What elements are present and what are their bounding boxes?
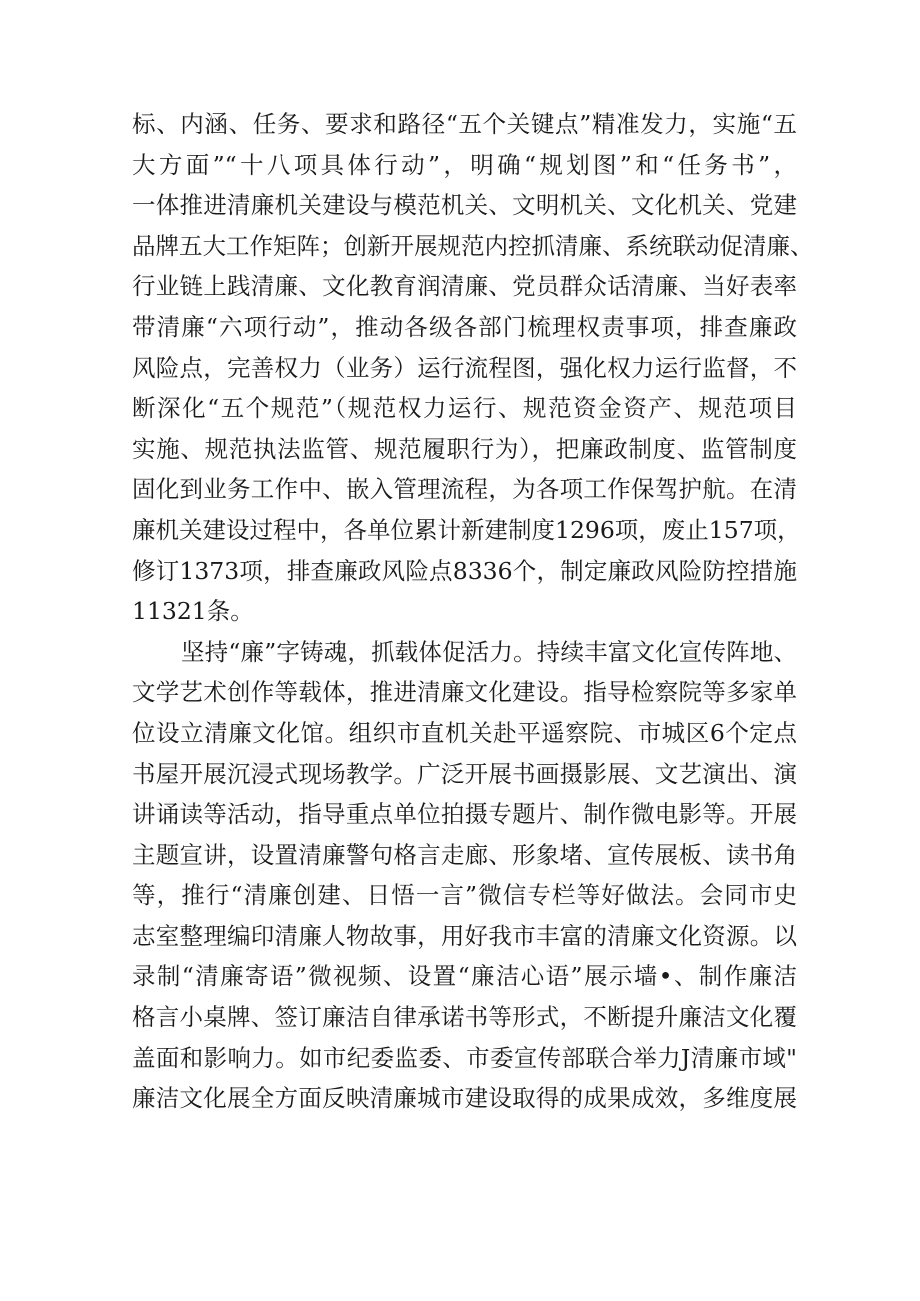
text-line: 11321条。 <box>132 597 254 626</box>
text-line: 廉机关建设过程中，各单位累计新建制度1296项，废止157项， <box>132 515 801 544</box>
text-line: 主题宣讲，设置清廉警句格言走廊、形象堵、宣传展板、读书角 <box>132 840 797 869</box>
text-line: 志室整理编印清廉人物故事，用好我市丰富的清廉文化资源。以 <box>132 921 797 950</box>
text-line: 带清廉“六项行动”，推动各级各部门梳理权责事项，排查廉政 <box>132 312 797 341</box>
text-line: 修订1373项，排查廉政风险点8336个，制定廉政风险防控措施 <box>132 556 797 585</box>
text-line: 品牌五大工作矩阵；创新开展规范内控抓清廉、系统联动促清廉、 <box>132 231 814 260</box>
text-line: 风险点，完善权力（业务）运行流程图，强化权力运行监督，不 <box>132 353 797 382</box>
text-line: 位设立清廉文化馆。组织市直机关赴平遥察院、市城区6个定点 <box>132 718 797 747</box>
text-line: 坚持“廉”字铸魂，抓载体促活力。持续丰富文化宣传阵地、 <box>181 637 797 666</box>
text-line: 讲诵读等活动，指导重点单位拍摄专题片、制作微电影等。开展 <box>132 800 797 829</box>
text-line: 书屋开展沉浸式现场教学。广泛开展书画摄影展、文艺演出、演 <box>132 759 797 788</box>
paragraph-1 <box>132 104 814 632</box>
text-line: 大方面”“十八项具体行动”，明确“规划图”和“任务书”， <box>132 150 797 179</box>
text-line: 断深化“五个规范”（规范权力运行、规范资金资产、规范项目 <box>132 394 797 423</box>
text-line: 行业链上践清廉、文化教育润清廉、党员群众话清廉、当好表率 <box>132 272 797 301</box>
paragraph-2 <box>132 632 797 1119</box>
text-line: 实施、规范执法监管、规范履职行为），把廉政制度、监管制度 <box>132 434 797 463</box>
body-text <box>132 104 814 1119</box>
text-line: 录制“清廉寄语”微视频、设置“廉洁心语”展示墙•、制作廉洁 <box>132 962 797 991</box>
text-line: 盖面和影响力。如市纪委监委、市委宣传部联合举力J清廉市域" <box>132 1043 797 1072</box>
text-line: 格言小桌牌、签订廉洁自律承诺书等形式，不断提升廉洁文化覆 <box>132 1003 797 1032</box>
text-line: 廉洁文化展全方面反映清廉城市建设取得的成果成效，多维度展 <box>132 1084 797 1113</box>
text-line: 一体推进清廉机关建设与模范机关、文明机关、文化机关、党建 <box>132 191 797 220</box>
text-line: 等，推行“清廉创建、日悟一言”微信专栏等好做法。会同市史 <box>132 881 797 910</box>
text-line: 文学艺术创作等载体，推进清廉文化建设。指导检察院等多家单 <box>132 678 797 707</box>
text-line: 固化到业务工作中、嵌入管理流程，为各项工作保驾护航。在清 <box>132 475 797 504</box>
text-line: 标、内涵、任务、要求和路径“五个关键点”精准发力，实施“五 <box>132 110 797 138</box>
